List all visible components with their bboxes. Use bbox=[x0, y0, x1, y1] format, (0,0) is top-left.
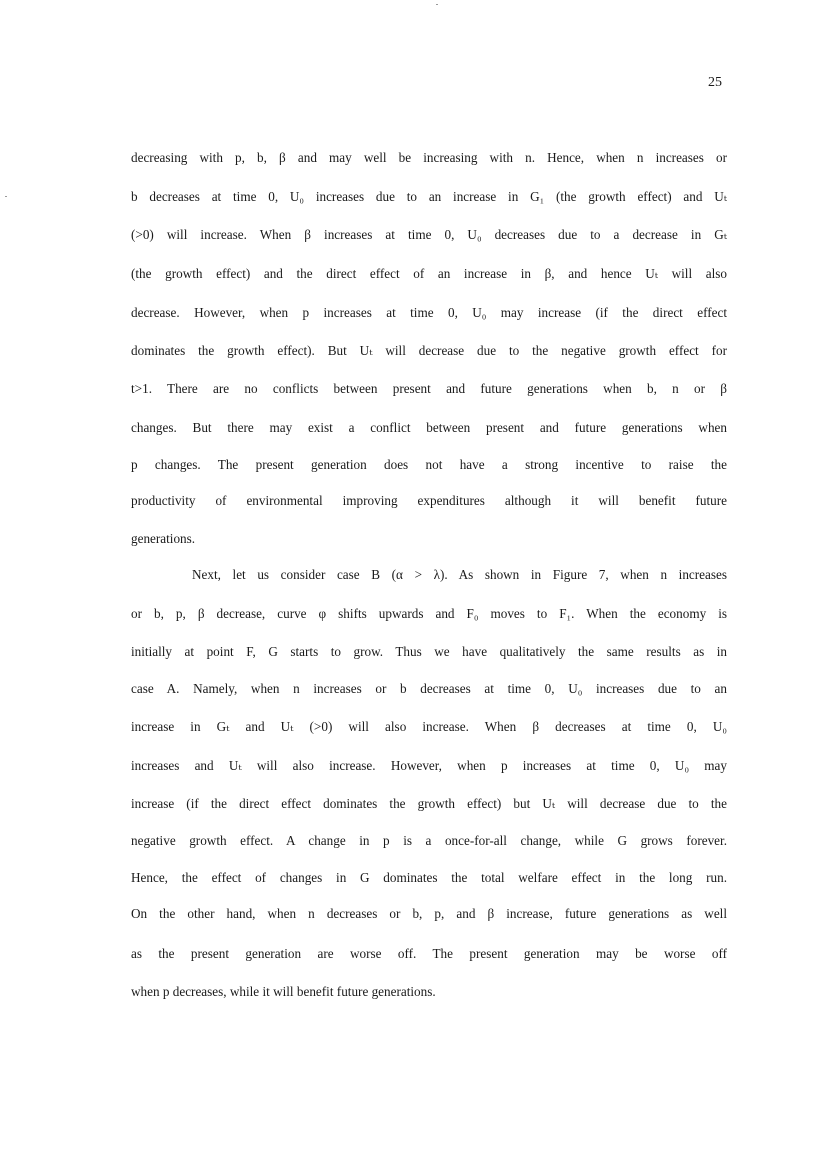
text-line: increases and Uₜ will also increase. However, when p increases at time 0, U₀ may bbox=[131, 758, 727, 773]
text-line: generations. bbox=[131, 531, 196, 546]
text-line: increase in Gₜ and Uₜ (>0) will also increase. When β decreases at time 0, U₀ bbox=[131, 719, 727, 734]
page-number: 25 bbox=[708, 75, 722, 90]
text-line: when p decreases, while it will benefit future generations. bbox=[131, 984, 436, 999]
paragraph-first-line: Next, let us consider case B (α > λ). As shown in Figure 7, when n increases bbox=[192, 567, 727, 582]
text-line: decreasing with p, b, β and may well be increasing with n. Hence, when n increases or bbox=[131, 150, 727, 165]
text-line: productivity of environmental improving expenditures although it will benefit future bbox=[131, 493, 727, 508]
text-line: changes. But there may exist a conflict between present and future generations when bbox=[131, 420, 727, 435]
text-line: Hence, the effect of changes in G dominates the total welfare effect in the long run. bbox=[131, 870, 727, 885]
text-line: increase (if the direct effect dominates the growth effect) but Uₜ will decrease due to the bbox=[131, 796, 727, 811]
text-line: case A. Namely, when n increases or b decreases at time 0, U₀ increases due to an bbox=[131, 681, 727, 696]
text-line: decrease. However, when p increases at time 0, U₀ may increase (if the direct effect bbox=[131, 305, 727, 320]
text-line: b decreases at time 0, U₀ increases due to an increase in G₁ (the growth effect) and Uₜ bbox=[131, 189, 727, 204]
scan-speck bbox=[5, 196, 7, 197]
text-line: or b, p, β decrease, curve φ shifts upwards and F₀ moves to F₁. When the economy is bbox=[131, 606, 727, 621]
text-line: t>1. There are no conflicts between present and future generations when b, n or β bbox=[131, 381, 727, 396]
text-line: initially at point F, G starts to grow. Thus we have qualitatively the same results as in bbox=[131, 644, 727, 659]
text-line: p changes. The present generation does not have a strong incentive to raise the bbox=[131, 457, 727, 472]
scan-speck bbox=[436, 4, 438, 5]
text-line: dominates the growth effect). But Uₜ will decrease due to the negative growth effect for bbox=[131, 343, 727, 358]
text-line: negative growth effect. A change in p is a once-for-all change, while G grows forever. bbox=[131, 833, 727, 848]
text-line: as the present generation are worse off. The present generation may be worse off bbox=[131, 946, 727, 961]
text-line: (>0) will increase. When β increases at time 0, U₀ decreases due to a decrease in Gₜ bbox=[131, 227, 727, 242]
text-line: (the growth effect) and the direct effect of an increase in β, and hence Uₜ will also bbox=[131, 266, 727, 281]
text-line: On the other hand, when n decreases or b, p, and β increase, future generations as well bbox=[131, 906, 727, 921]
